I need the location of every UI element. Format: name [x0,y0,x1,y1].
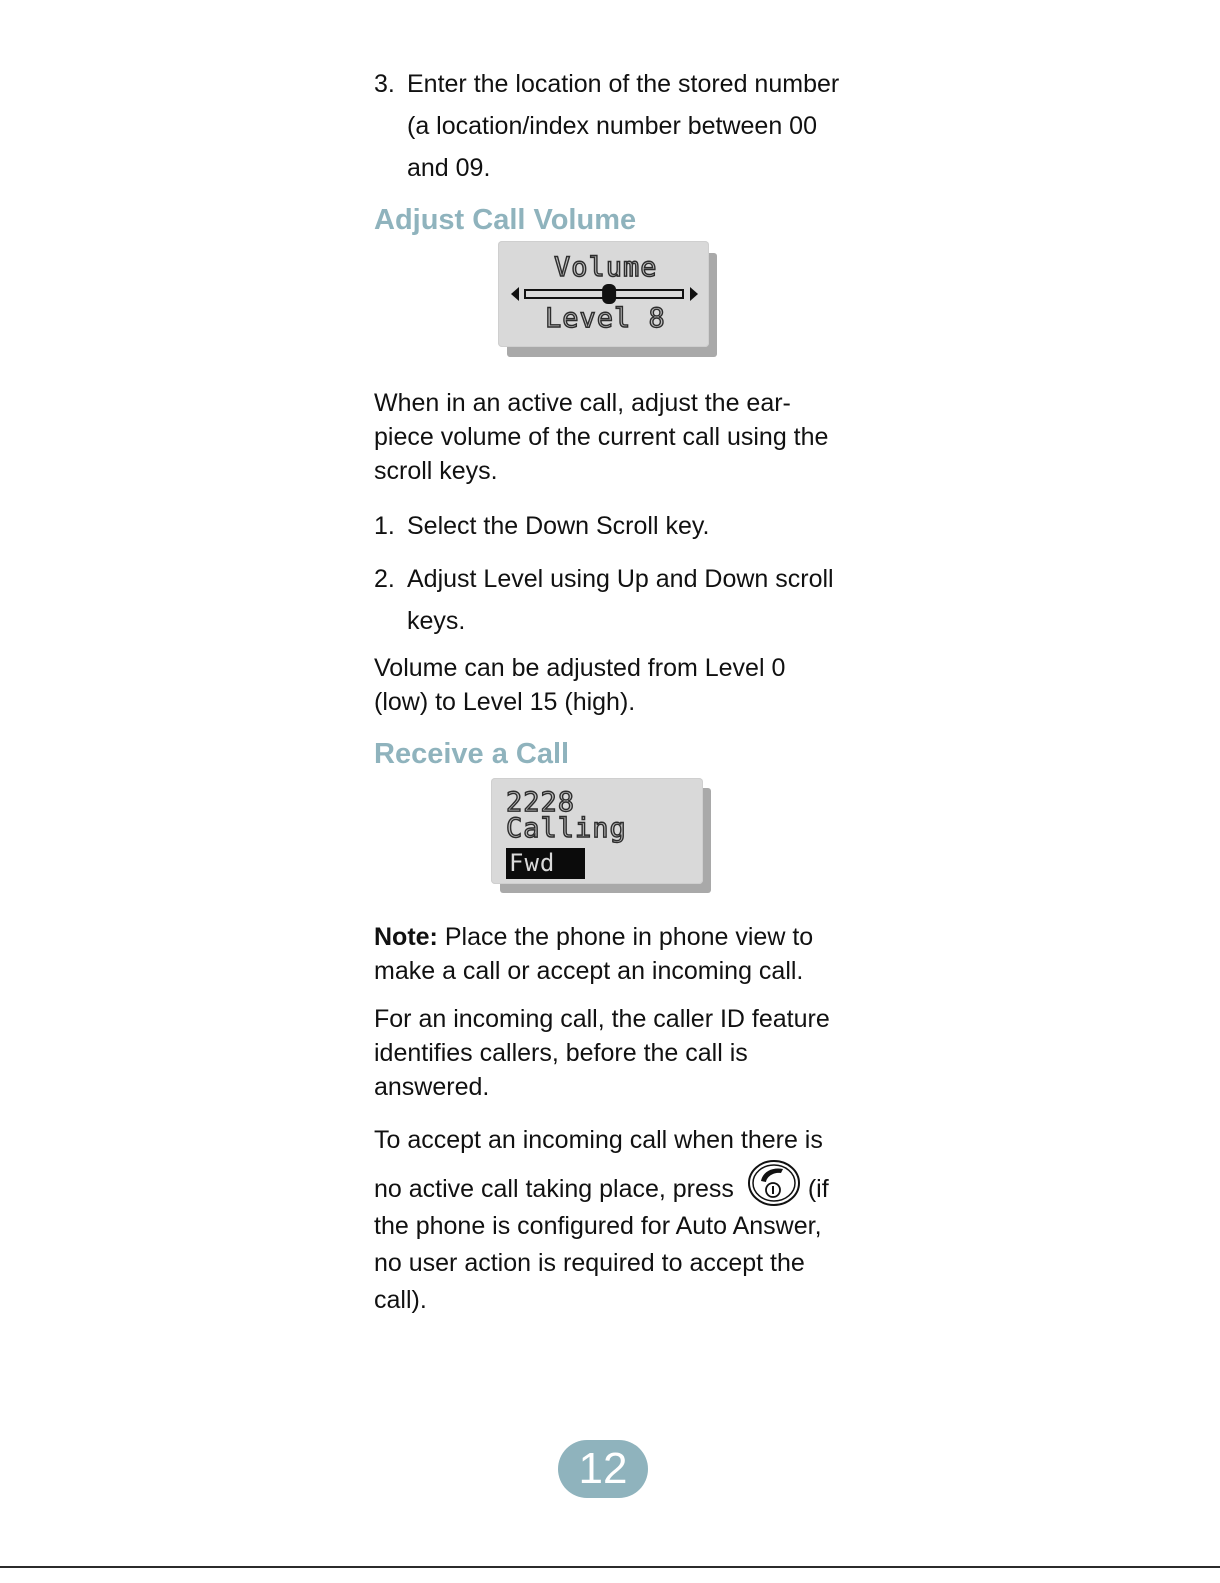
slider-knob [602,284,616,304]
volume-intro-paragraph: When in an active call, adjust the ear-piece volume of the current call using the scroll keys. [374,389,829,485]
step-3 [374,63,844,189]
caller-id-paragraph: For an incoming call, the caller ID feature identifies callers, before the call is answered. [374,1005,830,1101]
lcd-calling-status: Calling [506,813,627,844]
step-text: Adjust Level using Up and Down scroll keys. [407,565,834,635]
lcd-volume-title: Volume [554,252,658,283]
volume-range-paragraph: Volume can be adjusted from Level 0 (low) to Level 15 (high). [374,654,786,716]
step-text: Enter the location of the stored number (a location/index number between 00 and 09. [407,70,840,182]
handset-key-icon [747,1159,801,1199]
section-heading-receive: Receive a Call [374,738,570,770]
note-paragraph [374,920,844,988]
step-number: 2. [374,565,395,593]
accept-text-after: (if the phone is configured for Auto Answer, no user action is required to accept the call). [374,1175,829,1314]
page-number: 12 [558,1440,648,1498]
step-2 [374,558,844,642]
bottom-rule [0,1566,1220,1568]
lcd-volume-level: Level 8 [545,303,666,334]
accept-text-before: To accept an incoming call when there is no active call taking place, press [374,1126,823,1203]
lcd-caller-number: 2228 [506,787,576,818]
slider-right-arrow-icon [690,287,698,301]
note-label: Note: [374,923,438,951]
lcd-fwd-softkey: Fwd [506,848,585,879]
step-number: 1. [374,512,395,540]
step-text: Select the Down Scroll key. [407,512,710,540]
slider-left-arrow-icon [511,287,519,301]
step-number: 3. [374,70,395,98]
note-text: Place the phone in phone view to make a call or accept an incoming call. [374,923,814,985]
accept-call-paragraph [374,1122,844,1319]
section-heading-volume: Adjust Call Volume [374,204,637,236]
step-1 [374,505,844,547]
